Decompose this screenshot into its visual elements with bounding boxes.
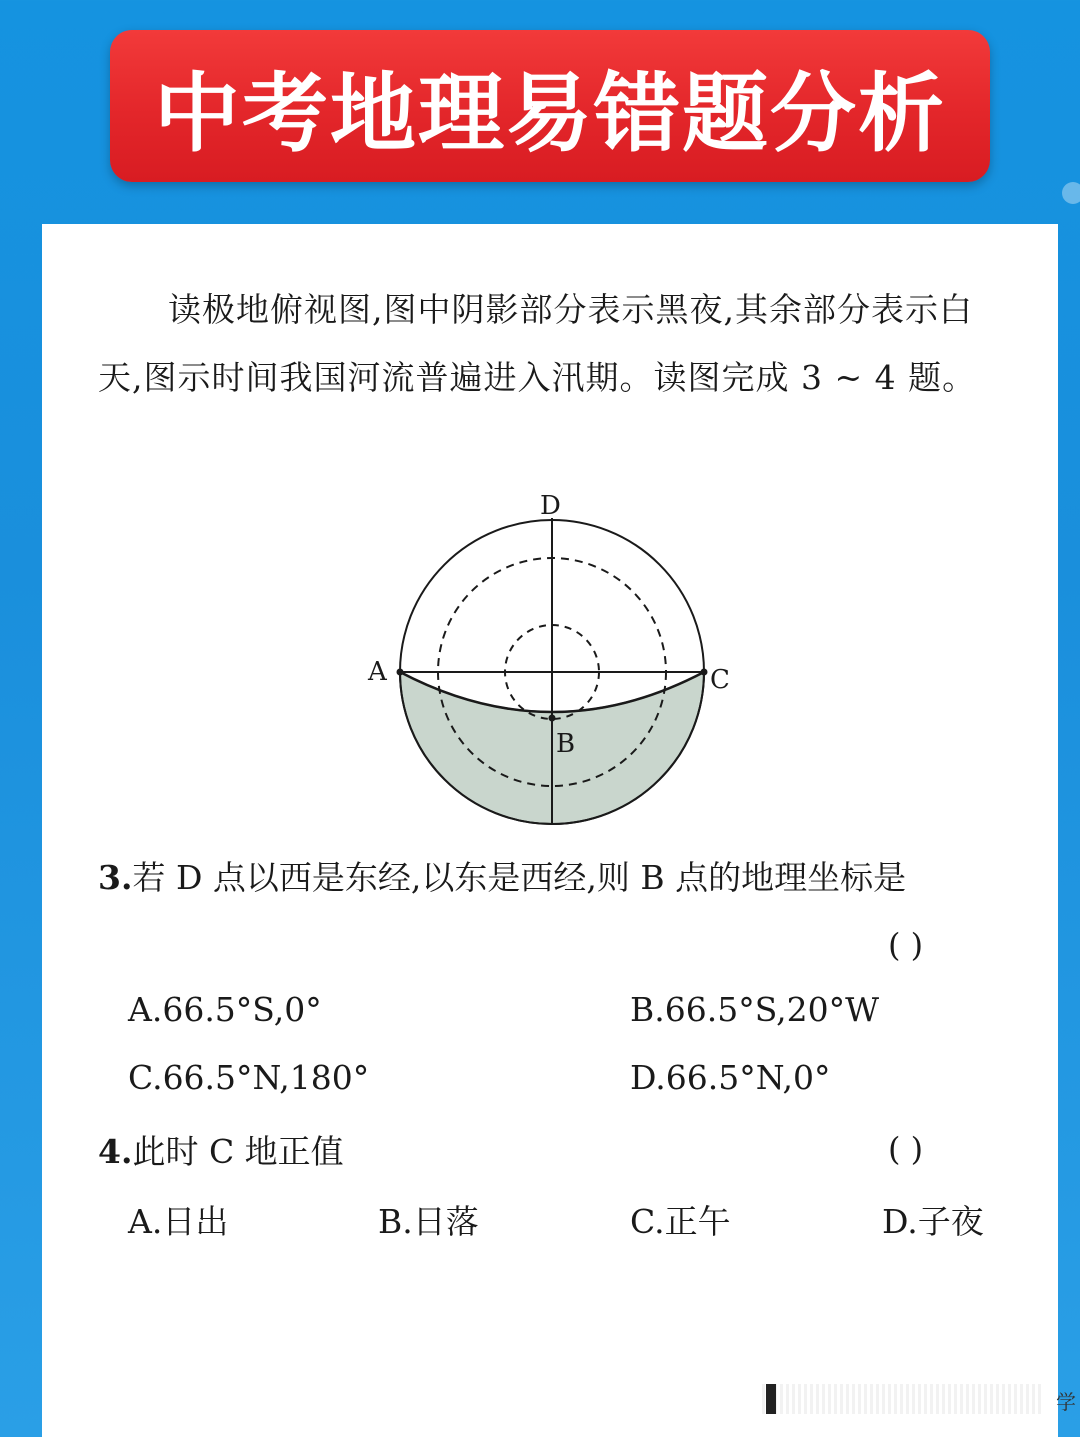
label-d: D	[540, 492, 561, 521]
question-4-option-d: D.子夜	[882, 1202, 984, 1241]
worksheet-paper	[42, 224, 1058, 1437]
question-3-option-c: C.66.5°N,180°	[128, 1058, 370, 1097]
question-4-option-b: B.日落	[378, 1202, 479, 1241]
question-4-option-c: C.正午	[630, 1202, 731, 1241]
intro-paragraph: 读极地俯视图,图中阴影部分表示黑夜,其余部分表示白天,图示时间我国河流普遍进入汛期。读图完成 3 ~ 4 题。	[98, 290, 977, 397]
point-a	[397, 669, 404, 676]
scan-artifact-bar	[762, 1384, 1042, 1414]
question-3-number: 3.	[98, 858, 133, 897]
question-3-option-d: D.66.5°N,0°	[630, 1058, 831, 1097]
polar-view-diagram	[352, 492, 752, 832]
point-c	[701, 669, 708, 676]
label-c: C	[710, 665, 730, 695]
question-4-answer-blank: ( )	[888, 1130, 924, 1168]
question-4-option-a: A.日出	[128, 1202, 229, 1241]
label-a: A	[368, 657, 387, 687]
question-4-text: 此时 C 地正值	[132, 1132, 344, 1171]
question-3	[98, 852, 906, 899]
question-3-option-a: A.66.5°S,0°	[128, 990, 322, 1029]
page-title: 中考地理易错题分析	[154, 64, 946, 164]
label-b: B	[556, 729, 576, 759]
question-4-number: 4.	[98, 1132, 133, 1171]
question-3-answer-blank: ( )	[888, 926, 924, 964]
question-3-option-b: B.66.5°S,20°W	[630, 990, 880, 1029]
question-4	[98, 1126, 344, 1173]
decorative-dot	[1062, 182, 1080, 204]
title-banner	[110, 30, 990, 182]
scan-artifact-mark	[766, 1384, 776, 1414]
corner-watermark-text: 学	[1056, 1390, 1076, 1414]
question-3-text: 若 D 点以西是东经,以东是西经,则 B 点的地理坐标是	[132, 858, 907, 897]
point-b	[549, 715, 556, 722]
